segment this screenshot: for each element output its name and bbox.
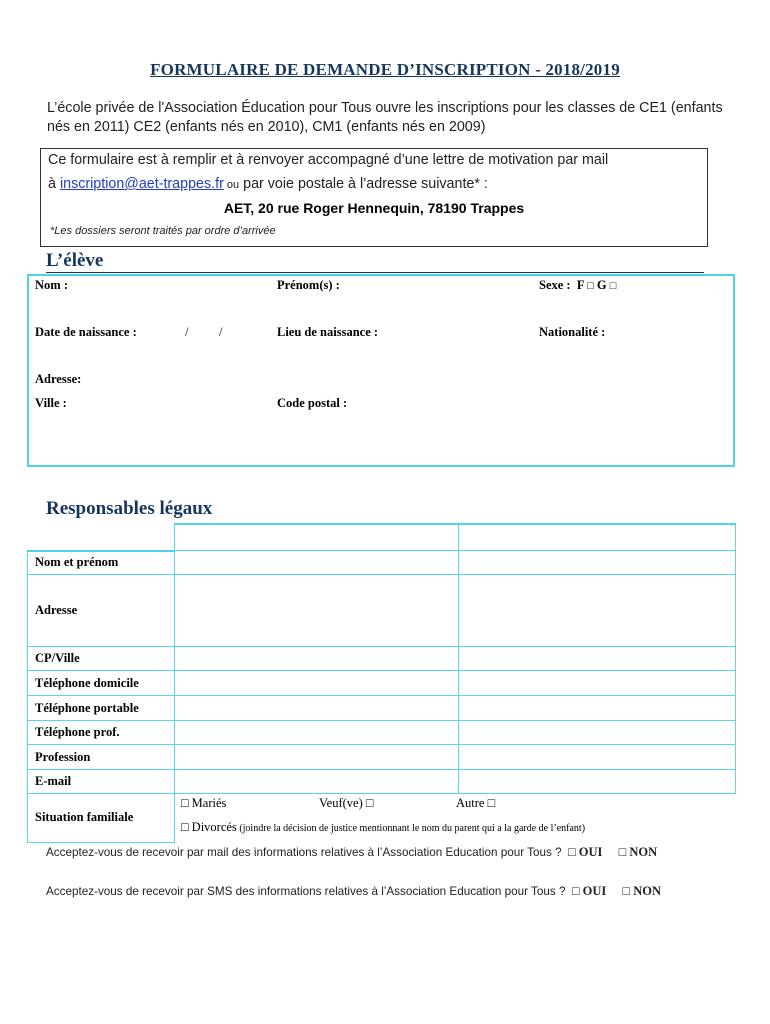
cell-mere-tel-domicile[interactable] (459, 671, 736, 696)
row-label-profession: Profession (28, 745, 175, 770)
sexe-label: Sexe : (539, 278, 571, 292)
cell-mere-adresse[interactable] (459, 575, 736, 647)
notice-footnote: *Les dossiers seront traités par ordre d’arrivée (50, 225, 276, 237)
cell-situation-familiale (175, 794, 736, 843)
header-pere: Père (175, 524, 459, 551)
label-ville: Ville : (35, 396, 67, 410)
notice-line-1: Ce formulaire est à remplir et à renvoyer accompagné d’une lettre de motivation par mail (48, 152, 609, 168)
label-prenom: Prénom(s) : (277, 278, 340, 292)
sexe-g-label: G (596, 278, 607, 292)
consent-mail (46, 845, 657, 860)
cell-mere-cp-ville[interactable] (459, 647, 736, 671)
cell-pere-tel-prof[interactable] (175, 721, 459, 745)
notice-line-2 (48, 176, 488, 192)
consent-mail-question: Acceptez-vous de recevoir par mail des informations relatives à l’Association Education pour Tous ? (46, 846, 562, 859)
consent-mail-oui[interactable]: □ OUI (568, 845, 603, 859)
cell-mere-nom-prenom[interactable] (459, 551, 736, 575)
cell-pere-nom-prenom[interactable] (175, 551, 459, 575)
sexe-f-label: F (576, 278, 585, 292)
notice-suffix: par voie postale à l’adresse suivante* : (239, 176, 488, 192)
table-row (28, 770, 736, 794)
row-label-cp-ville: CP/Ville (28, 647, 175, 671)
notice-box (40, 148, 708, 247)
table-row (28, 696, 736, 721)
email-link[interactable]: inscription@aet-trappes.fr (59, 176, 224, 192)
responsables-table (27, 523, 736, 843)
cell-mere-tel-portable[interactable] (459, 696, 736, 721)
label-adresse: Adresse: (35, 372, 82, 386)
table-header-row (28, 524, 736, 551)
row-label-situation-familiale: Situation familiale (28, 794, 175, 843)
cell-pere-cp-ville[interactable] (175, 647, 459, 671)
divorces-note: (joindre la décision de justice mentionnant le nom du parent qui a la garde de l’enfant) (236, 823, 586, 834)
label-nationalite: Nationalité : (539, 325, 606, 339)
header-mere: Mère (459, 524, 736, 551)
section-title-eleve: L’élève (46, 250, 104, 271)
option-divorces[interactable]: □ Divorcés (181, 820, 237, 834)
notice-prefix: à (48, 176, 60, 192)
cell-mere-profession[interactable] (459, 745, 736, 770)
section-title-responsables: Responsables légaux (46, 498, 213, 519)
label-nom: Nom : (35, 278, 68, 292)
row-label-adresse: Adresse (28, 575, 175, 647)
cell-pere-profession[interactable] (175, 745, 459, 770)
table-row (28, 794, 736, 843)
table-row (28, 671, 736, 696)
option-divorces-line (181, 820, 585, 835)
table-row (28, 551, 736, 575)
table-row (28, 575, 736, 647)
cell-pere-adresse[interactable] (175, 575, 459, 647)
row-label-tel-prof: Téléphone prof. (28, 721, 175, 745)
header-empty-cell (28, 524, 175, 551)
date-slash-2: / (219, 325, 223, 339)
table-row (28, 721, 736, 745)
notice-ou: ou (223, 179, 240, 191)
row-label-tel-domicile: Téléphone domicile (28, 671, 175, 696)
option-maries[interactable]: □ Mariés (181, 796, 227, 810)
cell-mere-email[interactable] (459, 770, 736, 794)
consent-sms-oui[interactable]: □ OUI (572, 884, 607, 898)
label-sexe (539, 278, 616, 293)
label-code-postal: Code postal : (277, 396, 348, 410)
cell-pere-email[interactable] (175, 770, 459, 794)
postal-address: AET, 20 rue Roger Hennequin, 78190 Trappes (223, 200, 525, 216)
sexe-f-checkbox[interactable]: □ (587, 280, 594, 292)
consent-sms-non[interactable]: □ NON (622, 884, 661, 898)
cell-pere-tel-domicile[interactable] (175, 671, 459, 696)
row-label-email: E-mail (28, 770, 175, 794)
option-autre[interactable]: Autre □ (456, 796, 496, 810)
intro-paragraph: L’école privée de l'Association Éducation pour Tous ouvre les inscriptions pour les classes de CE1 (enfants nés en 2011) CE2 (enfants nés en 2010), CM1 (enfants nés en 2009) (47, 100, 723, 135)
date-slash-1: / (185, 325, 189, 339)
consent-mail-non[interactable]: □ NON (618, 845, 658, 859)
form-title: FORMULAIRE DE DEMANDE D’INSCRIPTION - 2018/2019 (150, 60, 620, 79)
sexe-g-checkbox[interactable]: □ (609, 280, 617, 292)
row-label-nom-prenom: Nom et prénom (28, 551, 175, 575)
label-lieu-naissance: Lieu de naissance : (277, 325, 379, 339)
table-row (28, 745, 736, 770)
consent-sms (46, 884, 661, 899)
cell-mere-tel-prof[interactable] (459, 721, 736, 745)
consent-sms-question: Acceptez-vous de recevoir par SMS des informations relatives à l’Association Education pour Tous ? (46, 885, 566, 898)
row-label-tel-portable: Téléphone portable (28, 696, 175, 721)
option-veuf[interactable]: Veuf(ve) □ (319, 796, 374, 810)
cell-pere-tel-portable[interactable] (175, 696, 459, 721)
label-date-naissance: Date de naissance : (35, 325, 137, 339)
eleve-fields-box (27, 274, 735, 467)
section-divider (46, 272, 704, 273)
table-row (28, 647, 736, 671)
